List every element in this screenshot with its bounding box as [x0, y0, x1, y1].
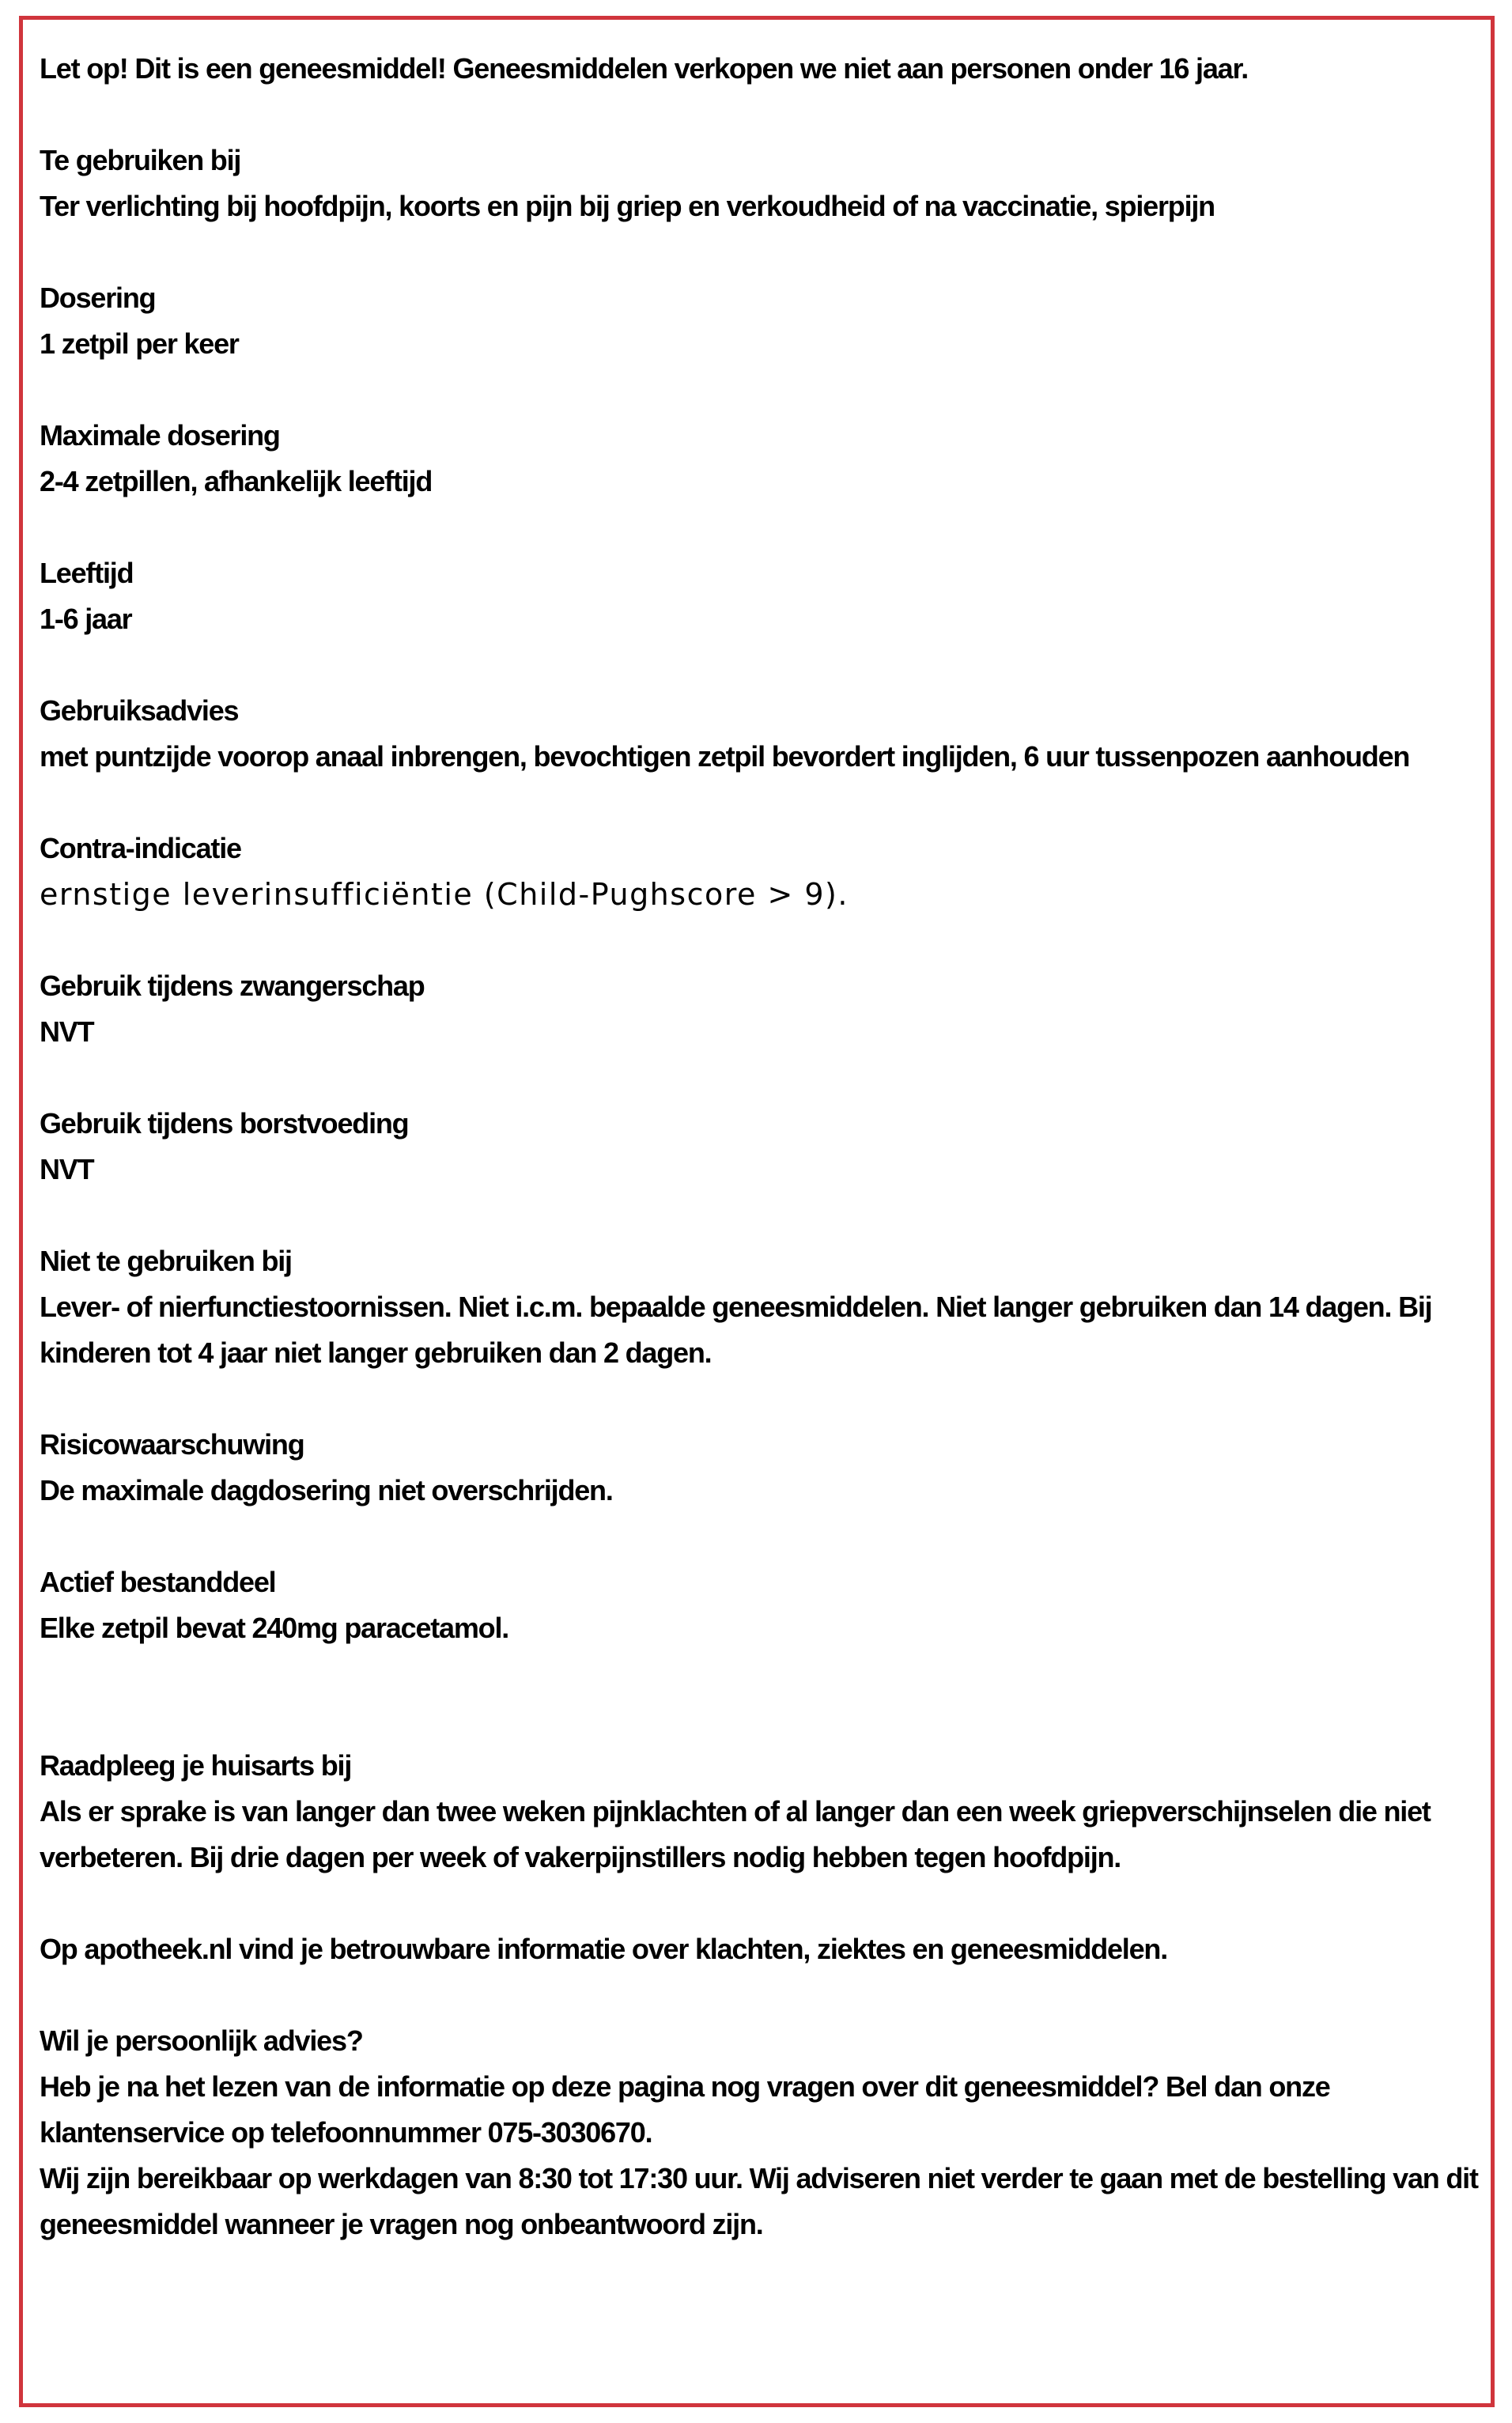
contra-indication-heading: Contra-indicatie — [40, 832, 241, 864]
personal-advice-text-line-2: klantenservice op telefoonnummer 075-3030670. — [40, 2116, 652, 2149]
age-heading: Leeftijd — [40, 557, 134, 589]
contra-indication-text: ernstige leverinsufficiëntie (Child-Pughscore > 9). — [40, 877, 849, 912]
usage-advice-text: met puntzijde voorop anaal inbrengen, bevochtigen zetpil bevordert inglijden, 6 uur tussenpozen aanhouden — [40, 740, 1410, 773]
apotheek-info-line: Op apotheek.nl vind je betrouwbare informatie over klachten, ziektes en geneesmiddelen. — [40, 1933, 1168, 1965]
max-dosage-text: 2-4 zetpillen, afhankelijk leeftijd — [40, 465, 433, 497]
personal-advice-heading: Wil je persoonlijk advies? — [40, 2024, 363, 2057]
active-ingredient-heading: Actief bestanddeel — [40, 1566, 276, 1598]
age-text: 1-6 jaar — [40, 603, 132, 635]
consult-doctor-text-line-2: verbeteren. Bij drie dagen per week of vakerpijnstillers nodig hebben tegen hoofdpijn. — [40, 1841, 1121, 1873]
not-to-use-heading: Niet te gebruiken bij — [40, 1245, 292, 1277]
dosage-text: 1 zetpil per keer — [40, 327, 239, 360]
personal-advice-text-line-1: Heb je na het lezen van de informatie op deze pagina nog vragen over dit geneesmiddel? Bel dan onze — [40, 2070, 1330, 2103]
not-to-use-text-line-2: kinderen tot 4 jaar niet langer gebruiken dan 2 dagen. — [40, 1336, 712, 1369]
max-dosage-heading: Maximale dosering — [40, 419, 280, 452]
leaflet-content — [40, 46, 1479, 2247]
active-ingredient-text: Elke zetpil bevat 240mg paracetamol. — [40, 1612, 509, 1644]
usage-advice-heading: Gebruiksadvies — [40, 694, 239, 727]
consult-doctor-text-line-1: Als er sprake is van langer dan twee weken pijnklachten of al langer dan een week griepverschijnselen die niet — [40, 1795, 1431, 1828]
breastfeeding-heading: Gebruik tijdens borstvoeding — [40, 1107, 409, 1140]
dosage-heading: Dosering — [40, 282, 156, 314]
personal-advice-text-line-3: Wij zijn bereikbaar op werkdagen van 8:30 tot 17:30 uur. Wij adviseren niet verder te gaan met de bestelling van dit — [40, 2162, 1478, 2194]
risk-warning-heading: Risicowaarschuwing — [40, 1428, 304, 1461]
personal-advice-text-line-4: geneesmiddel wanneer je vragen nog onbeantwoord zijn. — [40, 2208, 763, 2240]
pregnancy-heading: Gebruik tijdens zwangerschap — [40, 970, 425, 1002]
indication-text: Ter verlichting bij hoofdpijn, koorts en pijn bij griep en verkoudheid of na vaccinatie, spierpijn — [40, 190, 1215, 222]
consult-doctor-heading: Raadpleeg je huisarts bij — [40, 1749, 352, 1782]
breastfeeding-text: NVT — [40, 1153, 94, 1185]
age-restriction-notice: Let op! Dit is een geneesmiddel! Geneesmiddelen verkopen we niet aan personen onder 16 jaar. — [40, 52, 1249, 85]
pregnancy-text: NVT — [40, 1015, 94, 1048]
not-to-use-text-line-1: Lever- of nierfunctiestoornissen. Niet i.c.m. bepaalde geneesmiddelen. Niet langer gebruiken dan 14 dagen. Bij — [40, 1291, 1432, 1323]
indication-heading: Te gebruiken bij — [40, 144, 241, 176]
risk-warning-text: De maximale dagdosering niet overschrijden. — [40, 1474, 613, 1506]
